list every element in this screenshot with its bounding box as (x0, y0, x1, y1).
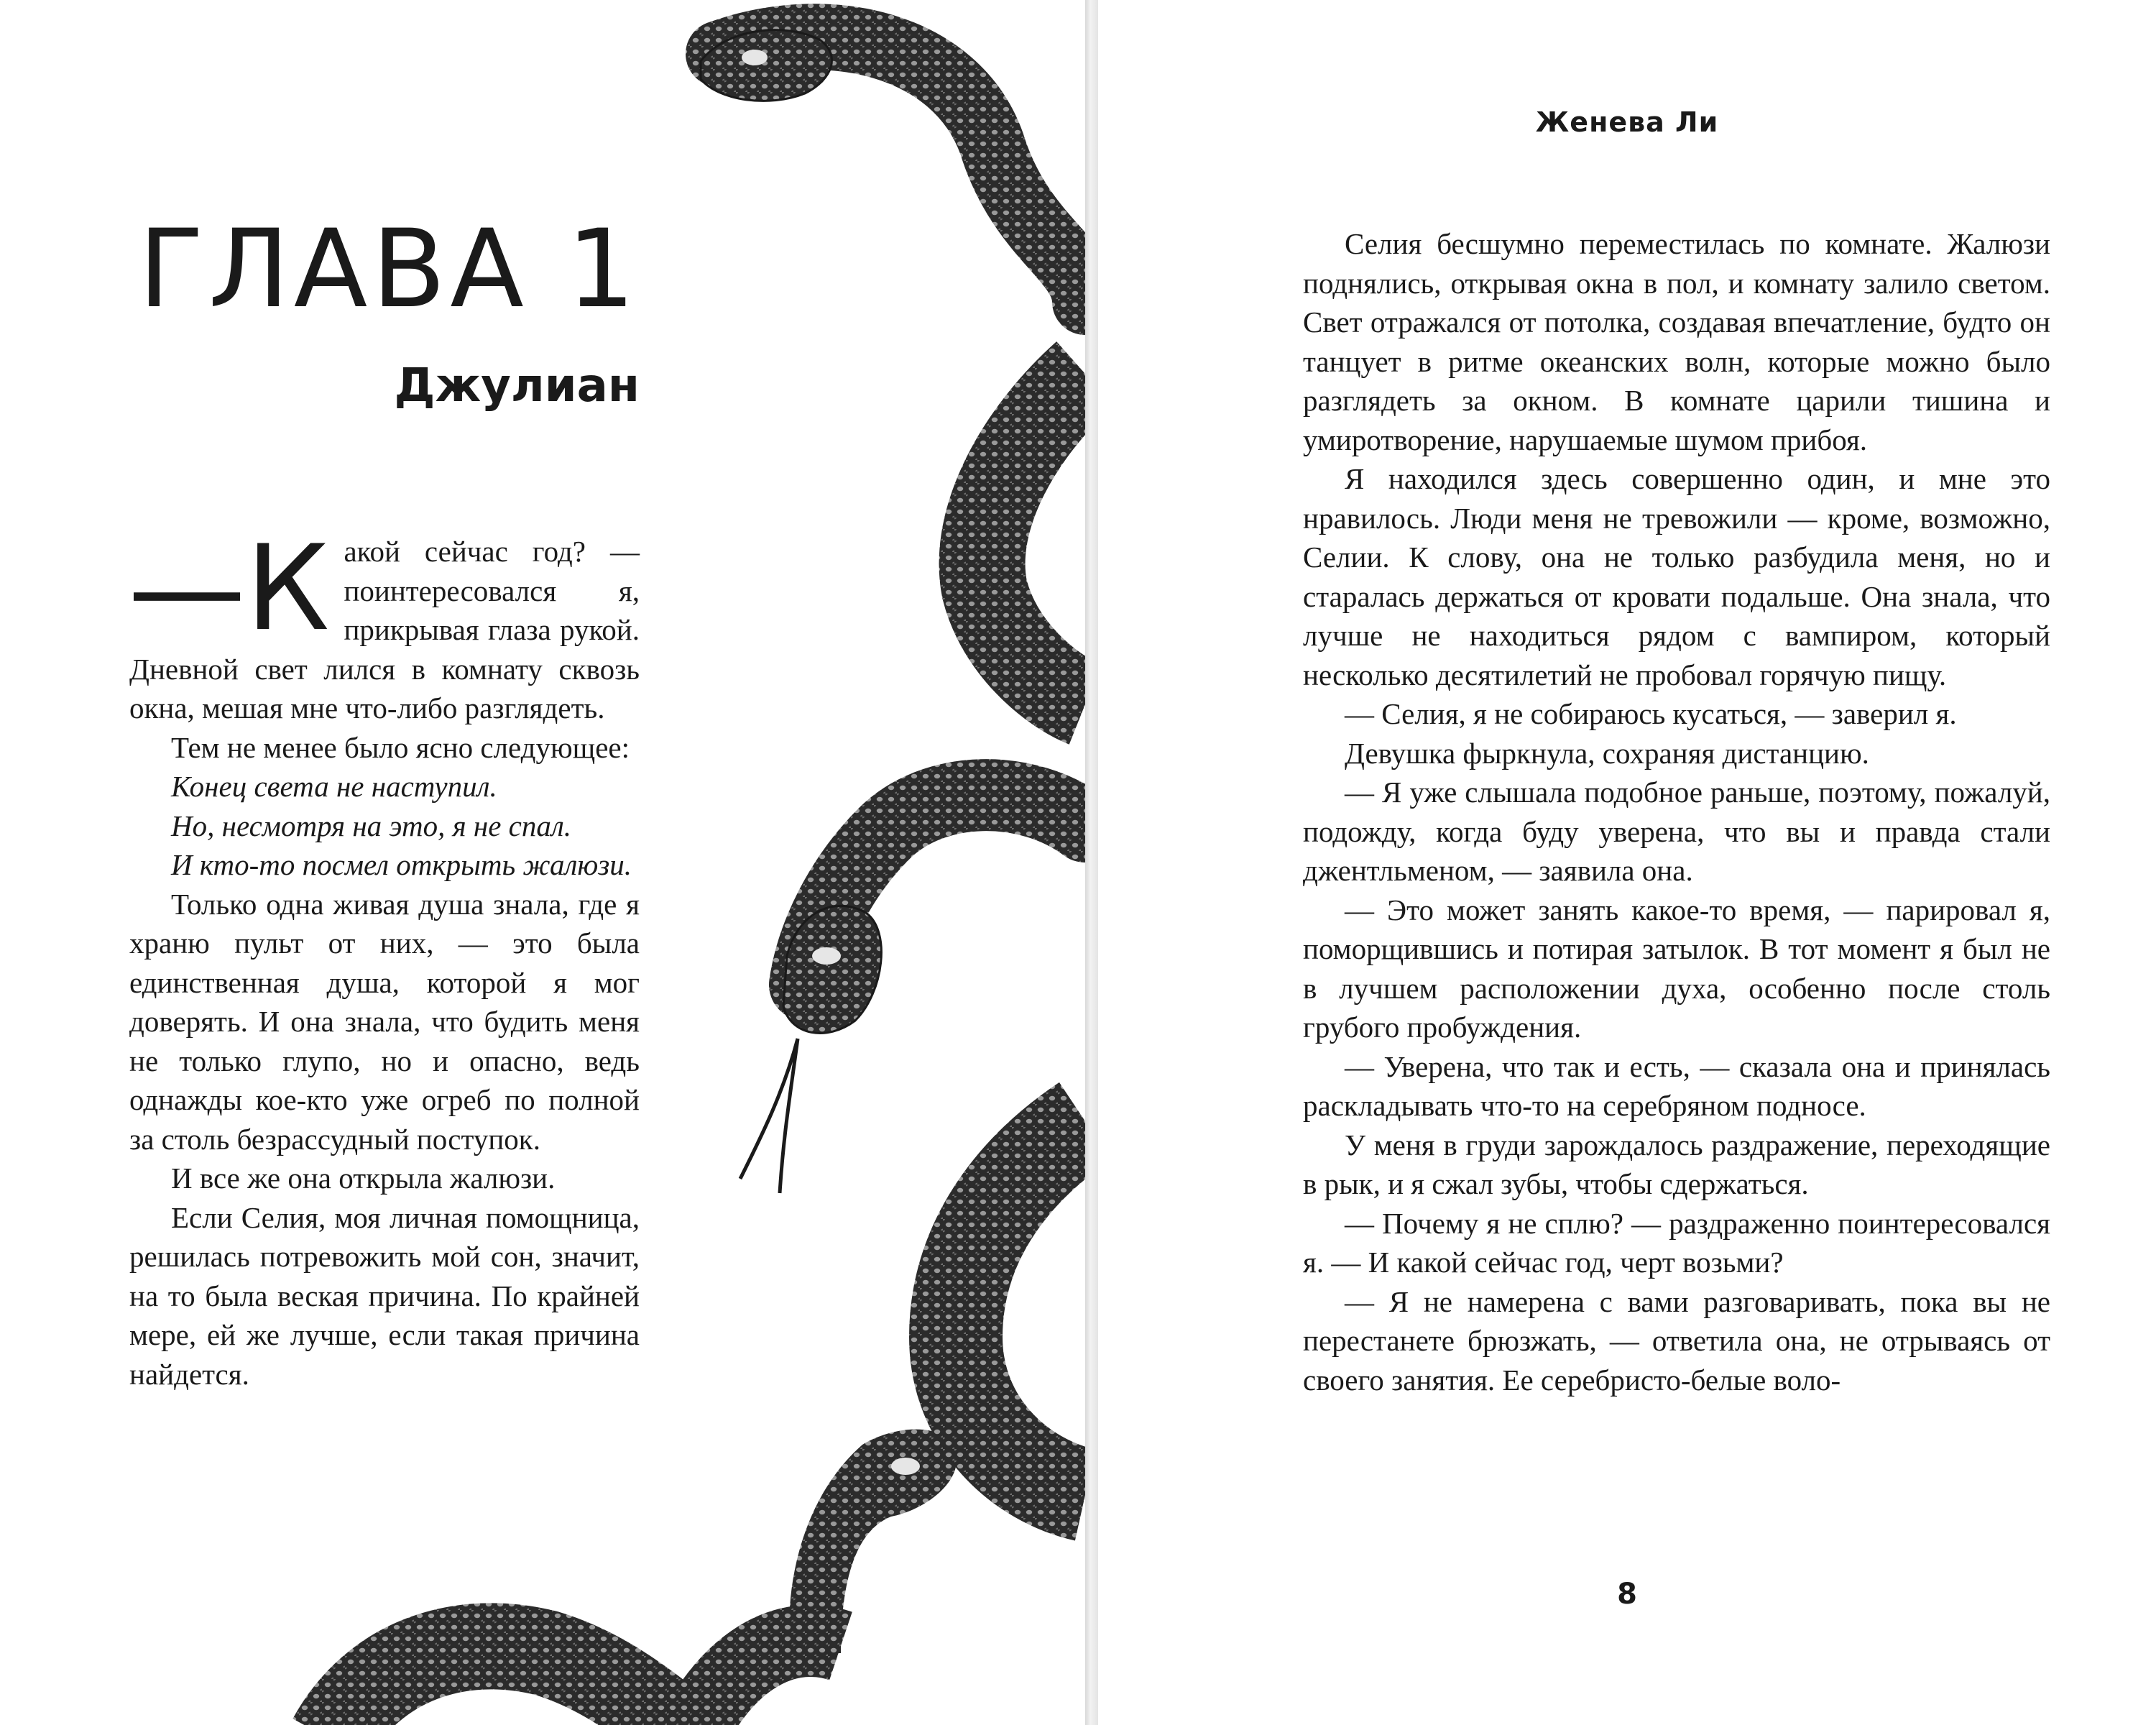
left-body-text (128, 520, 640, 1394)
italic-line: Но, несмотря на это, я не спал. (171, 809, 572, 842)
paragraph: У меня в груди зарождалось раздражение, переходящие в рык, и я сжал зубы, чтобы сдержаться. (1303, 1128, 2050, 1200)
italic-line: И кто-то посмел открыть жалюзи. (171, 848, 632, 881)
page-number: 8 (1617, 1578, 1637, 1611)
paragraph: Девушка фыркнула, сохраняя дистанцию. (1345, 736, 1869, 770)
paragraph: — Я не намерена с вами разговаривать, пока вы не перестанете брюзжать, — ответила она, не отрываясь от своего занятия. Ее серебристо-белые воло- (1303, 1284, 2050, 1397)
paragraph: Тем не менее было ясно следующее: (171, 730, 630, 764)
drop-cap: —К (128, 520, 330, 657)
right-page (1098, 0, 2156, 1725)
paragraph: — Селия, я не собираюсь кусаться, — заверил я. (1345, 697, 1957, 730)
paragraph: — Я уже слышала подобное раньше, поэтому, пожалуй, подожду, когда буду уверена, что вы и правда стали джентльменом, — заявила она. (1303, 776, 2050, 887)
paragraph: — Почему я не сплю? — раздраженно поинтересовался я. — И какой сейчас год, черт возьми? (1303, 1206, 2050, 1279)
chapter-subtitle: Джулиан (394, 359, 640, 413)
running-head-author: Женева Ли (1535, 106, 1719, 138)
paragraph: Селия бесшумно переместилась по комнате. Жалюзи поднялись, открывая окна в пол, и комнату залило светом. Свет отражался от потолка, создавая впечатление, будто он танцует в ритме океанских волн, которые можно было разглядеть за окном. В комнате царили тишина и умиротворение, нарушаемые шумом прибоя. (1303, 227, 2050, 456)
opening-paragraph (128, 520, 640, 728)
book-gutter (1085, 0, 1098, 1725)
chapter-title: ГЛАВА 1 (138, 207, 640, 332)
paragraph: Я находился здесь совершенно один, и мне это нравилось. Люди меня не тревожили — кроме, возможно, Селии. К слову, она не только разбудила меня, но и старалась держаться от кровати подальше. Она знала, что лучше не находиться рядом с вампиром, который несколько десятилетий не пробовал горячую пищу. (1303, 462, 2050, 691)
paragraph: И все же она открыла жалюзи. (171, 1162, 556, 1195)
paragraph-text: акой сейчас год? — поинтересовался я, прикрывая глаза рукой. Дневной свет лился в комнату сквозь окна, мешая мне что-либо разглядеть. (129, 535, 640, 724)
paragraph: — Это может занять какое-то время, — парировал я, поморщившись и потирая затылок. В тот момент я был не в лучшем расположении духа, особенно после столь грубого пробуждения. (1303, 893, 2050, 1044)
right-body-text (1303, 224, 2050, 1399)
paragraph: Если Селия, моя личная помощница, решилась потревожить мой сон, значит, на то была веская причина. По крайней мере, ей же лучше, если такая причина найдется. (129, 1200, 640, 1391)
italic-line: Конец света не наступил. (171, 770, 497, 803)
paragraph: Только одна живая душа знала, где я храню пульт от них, — это была единственная душа, которой я мог доверять. И она знала, что будить меня не только глупо, но и опасно, ведь однажды кое-кто уже огреб по полной за столь безрассудный поступок. (129, 887, 640, 1156)
paragraph: — Уверена, что так и есть, — сказала она и принялась раскладывать что-то на серебряном подносе. (1303, 1049, 2050, 1122)
